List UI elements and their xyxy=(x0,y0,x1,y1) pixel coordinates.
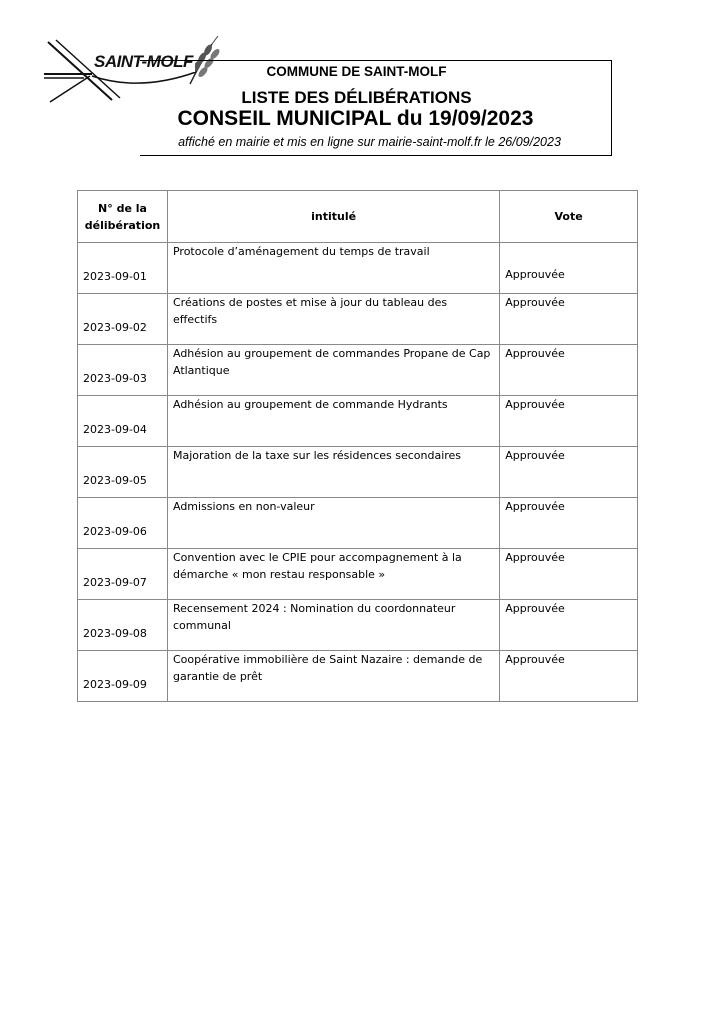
row-num: 2023-09-09 xyxy=(78,651,168,702)
row-intitule: Admissions en non-valeur xyxy=(167,498,499,549)
header-intitule: intitulé xyxy=(167,191,499,243)
table-row xyxy=(78,345,638,396)
row-num: 2023-09-01 xyxy=(78,243,168,294)
row-intitule: Adhésion au groupement de commandes Propane de Cap Atlantique xyxy=(167,345,499,396)
row-num: 2023-09-07 xyxy=(78,549,168,600)
row-intitule: Recensement 2024 : Nomination du coordonnateur communal xyxy=(167,600,499,651)
row-vote: Approuvée xyxy=(500,549,638,600)
table-row xyxy=(78,549,638,600)
row-num: 2023-09-03 xyxy=(78,345,168,396)
row-intitule: Protocole d’aménagement du temps de travail xyxy=(167,243,499,294)
table-row xyxy=(78,651,638,702)
row-num: 2023-09-02 xyxy=(78,294,168,345)
table-row xyxy=(78,243,638,294)
liste-title: LISTE DES DÉLIBÉRATIONS xyxy=(241,88,472,107)
table-row xyxy=(78,447,638,498)
row-num: 2023-09-04 xyxy=(78,396,168,447)
row-intitule: Majoration de la taxe sur les résidences secondaires xyxy=(167,447,499,498)
row-vote: Approuvée xyxy=(500,651,638,702)
row-intitule: Créations de postes et mise à jour du tableau des effectifs xyxy=(167,294,499,345)
commune-title: COMMUNE DE SAINT-MOLF xyxy=(266,64,447,79)
row-intitule: Coopérative immobilière de Saint Nazaire : demande de garantie de prêt xyxy=(167,651,499,702)
header-numero-line2: délibération xyxy=(84,218,161,232)
row-vote: Approuvée xyxy=(500,600,638,651)
table-row xyxy=(78,294,638,345)
row-num: 2023-09-08 xyxy=(78,600,168,651)
table-row xyxy=(78,600,638,651)
row-num: 2023-09-05 xyxy=(78,447,168,498)
row-vote: Approuvée xyxy=(500,447,638,498)
deliberations-table xyxy=(77,190,638,702)
row-vote: Approuvée xyxy=(500,498,638,549)
header-numero-line1: N° de la xyxy=(98,201,147,215)
row-vote: Approuvée xyxy=(500,243,638,294)
row-vote: Approuvée xyxy=(500,345,638,396)
conseil-title: CONSEIL MUNICIPAL du 19/09/2023 xyxy=(177,107,534,130)
row-vote: Approuvée xyxy=(500,294,638,345)
logo-text: SAINT-MOLF xyxy=(94,52,193,71)
row-num: 2023-09-06 xyxy=(78,498,168,549)
header-numero xyxy=(78,191,168,243)
table-row xyxy=(78,498,638,549)
row-intitule: Convention avec le CPIE pour accompagnement à la démarche « mon restau responsable » xyxy=(167,549,499,600)
row-vote: Approuvée xyxy=(500,396,638,447)
table-header-row xyxy=(78,191,638,243)
affiche-note: affiché en mairie et mis en ligne sur mairie-saint-molf.fr le 26/09/2023 xyxy=(178,135,561,149)
table-row xyxy=(78,396,638,447)
header-vote: Vote xyxy=(500,191,638,243)
row-intitule: Adhésion au groupement de commande Hydrants xyxy=(167,396,499,447)
